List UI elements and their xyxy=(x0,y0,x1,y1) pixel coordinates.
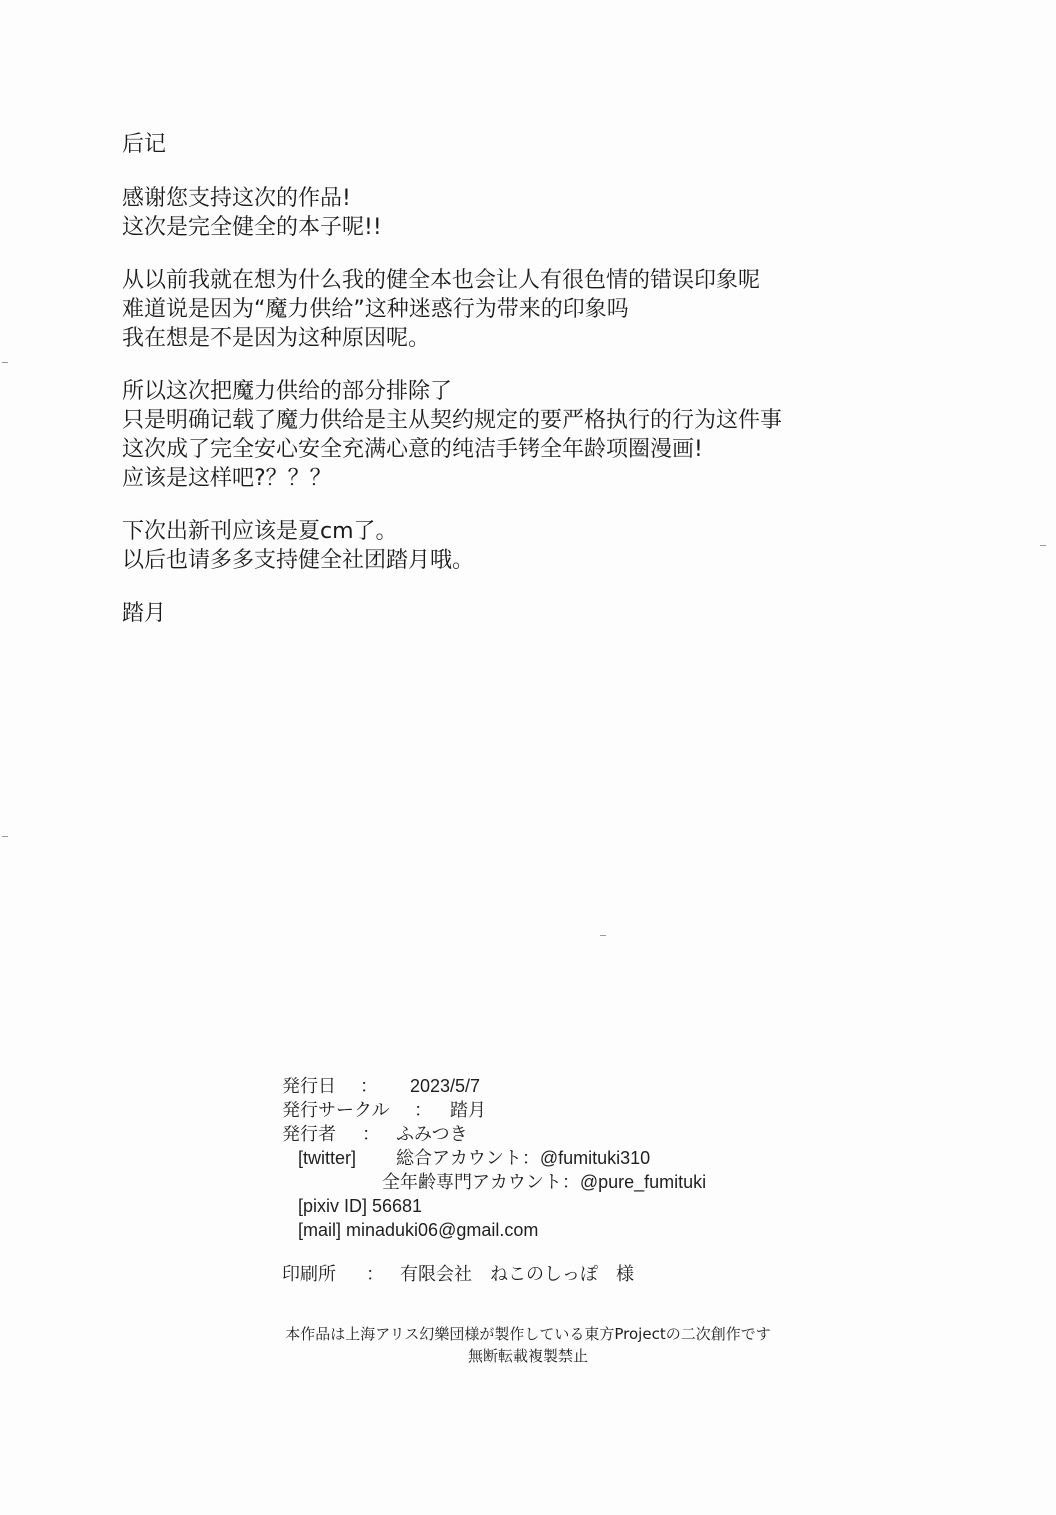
colophon-twitter-row xyxy=(282,1146,882,1170)
date-label: 発行日 xyxy=(282,1076,336,1096)
printer-label: 印刷所 xyxy=(282,1264,336,1284)
colophon-date-row xyxy=(282,1074,882,1098)
afterword-line: 只是明确记载了魔力供给是主从契约规定的要严格执行的行为这件事 xyxy=(122,408,783,433)
afterword-line: 这次成了完全安心安全充满心意的纯洁手铐全年龄项圈漫画! xyxy=(122,437,703,462)
afterword-line: 下次出新刊应该是夏cm了。 xyxy=(122,519,398,544)
date-separator: ： xyxy=(360,1076,378,1096)
publisher-separator: ： xyxy=(362,1124,380,1144)
afterword-line: 我在想是不是因为这种原因呢。 xyxy=(122,326,431,351)
date-value: 2023/5/7 xyxy=(410,1076,481,1096)
afterword-paragraph xyxy=(122,377,882,493)
afterword-paragraph xyxy=(122,266,882,353)
afterword-line: 应该是这样吧?？？？ xyxy=(122,466,332,491)
afterword-line: 所以这次把魔力供给的部分排除了 xyxy=(122,379,453,404)
circle-label: 発行サークル xyxy=(282,1100,390,1120)
colophon-twitter-allage-row xyxy=(282,1170,882,1194)
afterword-line: 从以前我就在想为什么我的健全本也会让人有很色情的错误印象呢 xyxy=(122,268,761,293)
colophon-mail-row xyxy=(282,1218,882,1242)
circle-value: 踏月 xyxy=(450,1100,486,1120)
scan-mark xyxy=(600,935,606,936)
reproduction-notice: 無断転載複製禁止 xyxy=(467,1347,588,1365)
pixiv-id: [pixiv ID] 56681 xyxy=(298,1196,423,1216)
colophon-circle-row xyxy=(282,1098,882,1122)
printer-separator: ： xyxy=(366,1264,384,1284)
publisher-value: ふみつき xyxy=(396,1124,468,1144)
colophon-printer-row xyxy=(282,1262,882,1286)
publisher-label: 発行者 xyxy=(282,1124,336,1144)
afterword-paragraph xyxy=(122,184,882,242)
printer-value: 有限会社 ねこのしっぽ 様 xyxy=(400,1264,634,1284)
afterword-line: 感谢您支持这次的作品! xyxy=(122,186,351,211)
afterword-signature: 踏月 xyxy=(122,601,167,626)
afterword-line: 难道说是因为“魔力供给”这种迷惑行为带来的印象吗 xyxy=(122,297,629,322)
twitter-tag: [twitter] xyxy=(298,1148,357,1168)
circle-separator: ： xyxy=(414,1100,432,1120)
afterword-title: 后记 xyxy=(122,132,167,157)
scan-mark xyxy=(2,362,8,363)
twitter-allage-account: 全年齢専門アカウント：@pure_fumituki xyxy=(382,1172,707,1192)
colophon-publisher-row xyxy=(282,1122,882,1146)
colophon-pixiv-row xyxy=(282,1194,882,1218)
colophon xyxy=(282,1074,882,1286)
scan-mark xyxy=(1040,545,1046,546)
mail-address: [mail] minaduki06@gmail.com xyxy=(298,1220,539,1240)
copyright-notice: 本作品は上海アリス幻樂団様が製作している東方Projectの二次創作です xyxy=(285,1325,771,1343)
afterword-line: 这次是完全健全的本子呢!! xyxy=(122,215,382,240)
twitter-main-account: 総合アカウント：@fumituki310 xyxy=(396,1148,651,1168)
afterword-paragraph xyxy=(122,517,882,575)
afterword-section xyxy=(122,128,882,629)
afterword-line: 以后也请多多支持健全社团踏月哦。 xyxy=(122,548,475,573)
scan-mark xyxy=(2,836,8,837)
